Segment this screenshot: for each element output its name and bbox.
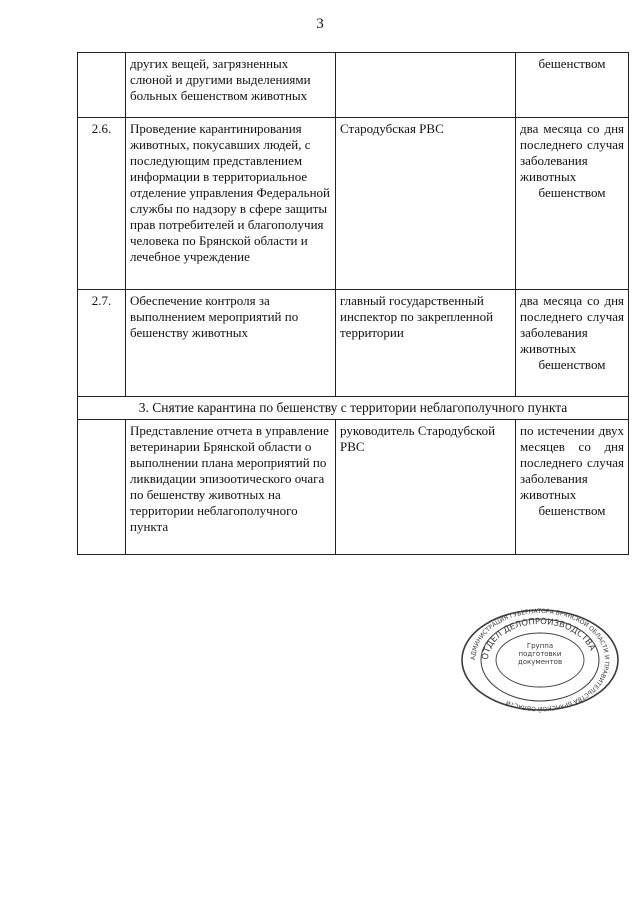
action-cell: других вещей, загрязненных слюной и другими выделениями больных бешенством животных [126,53,336,118]
term-cell: бешенством [516,53,629,118]
official-stamp [455,608,625,713]
section-3-title: 3. Снятие карантина по бешенству с территории неблагополучного пункта [78,397,629,420]
row-number [78,420,126,555]
responsible-cell: Стародубская РВС [336,118,516,290]
action-cell: Обеспечение контроля за выполнением мероприятий по бешенству животных [126,290,336,397]
action-cell: Представление отчета в управление ветеринарии Брянской области о выполнении плана мероприятий по ликвидации эпизоотического очага по бешенству животных на территории неблагополучного пункта [126,420,336,555]
stamp-inner-arc-text: ОТДЕЛ ДЕЛОПРОИЗВОДСТВА [480,616,597,661]
table-row [78,420,629,555]
responsible-cell [336,53,516,118]
row-number: 2.6. [78,118,126,290]
term-cell: два месяца со дня последнего случая заболевания животных бешенством [516,290,629,397]
page-number: 3 [316,16,324,32]
row-number: 2.7. [78,290,126,397]
responsible-cell: главный государственный инспектор по закрепленной территории [336,290,516,397]
stamp-center-text: Группа подготовки документов [517,642,563,666]
term-cell: по истечении двух месяцев со дня последнего случая заболевания животных бешенством [516,420,629,555]
term-cell: два месяца со дня последнего случая заболевания животных бешенством [516,118,629,290]
row-number [78,53,126,118]
section-header-row [78,397,629,420]
stamp-ring-text: АДМИНИСТРАЦИЯ ГУБЕРНАТОРА БРЯНСКОЙ ОБЛАСТИ И ПРАВИТЕЛЬСТВА БРЯНСКОЙ ОБЛАСТИ [469,608,611,713]
table-row [78,53,629,118]
action-cell: Проведение карантинирования животных, покусавших людей, с последующим представлением информации в территориальное отделение управления Федеральной службы по надзору в сфере защиты прав потребителей и благополучия человека по Брянской области и лечебное учреждение [126,118,336,290]
plan-table [77,52,629,555]
table-row [78,118,629,290]
responsible-cell: руководитель Стародубской РВС [336,420,516,555]
table-row [78,290,629,397]
